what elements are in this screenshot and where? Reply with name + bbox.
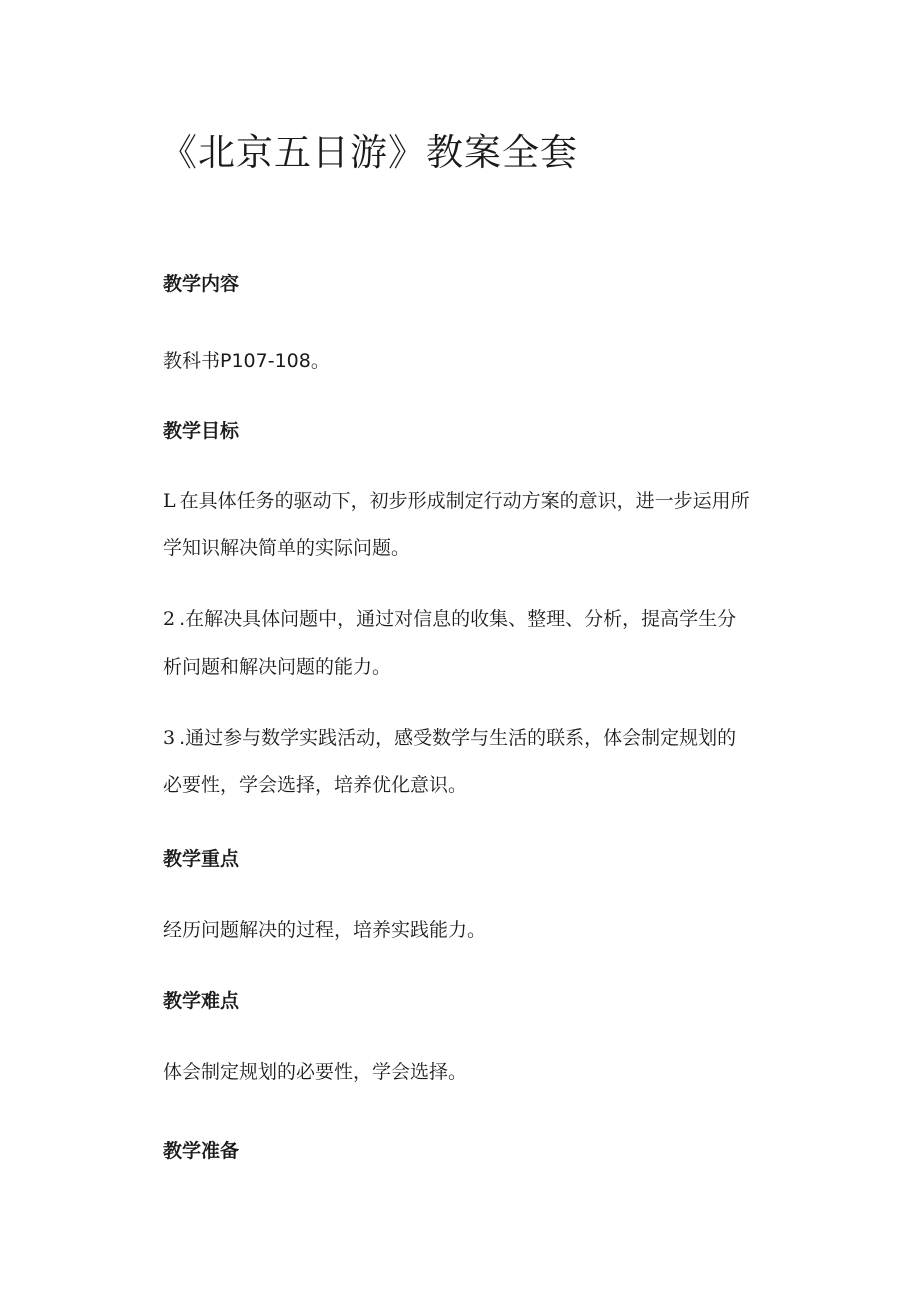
section-heading-preparation: 教学准备 [163, 1140, 240, 1162]
objective-1-text: 在具体任务的驱动下，初步形成制定行动方案的意识，进一步运用所 [179, 490, 750, 512]
objective-3-text: .通过参与数学实践活动，感受数学与生活的联系，体会制定规划的 [179, 727, 737, 749]
objective-1-line2: 学知识解决简单的实际问题。 [163, 537, 411, 559]
objective-2-marker: 2 [163, 608, 176, 630]
objective-3-line2: 必要性，学会选择，培养优化意识。 [163, 774, 468, 796]
section-heading-difficulties: 教学难点 [163, 990, 240, 1012]
content-text: 教科书P107-108。 [163, 350, 330, 372]
section-heading-content: 教学内容 [163, 273, 240, 295]
section-heading-objectives: 教学目标 [163, 420, 240, 442]
objective-2-text: .在解决具体问题中，通过对信息的收集、整理、分析，提高学生分 [179, 608, 737, 630]
objective-3-marker: 3 [163, 727, 176, 749]
objective-1-marker: L [163, 490, 176, 512]
section-heading-key-points: 教学重点 [163, 848, 240, 870]
difficulties-text: 体会制定规划的必要性，学会选择。 [163, 1061, 468, 1083]
objective-2-line2: 析问题和解决问题的能力。 [163, 656, 392, 678]
objective-1-line1 [163, 488, 750, 514]
document-title: 《北京五日游》教案全套 [160, 131, 578, 174]
objective-2-line1 [163, 606, 736, 632]
key-points-text: 经历问题解决的过程，培养实践能力。 [163, 919, 487, 941]
objective-3-line1 [163, 725, 736, 751]
